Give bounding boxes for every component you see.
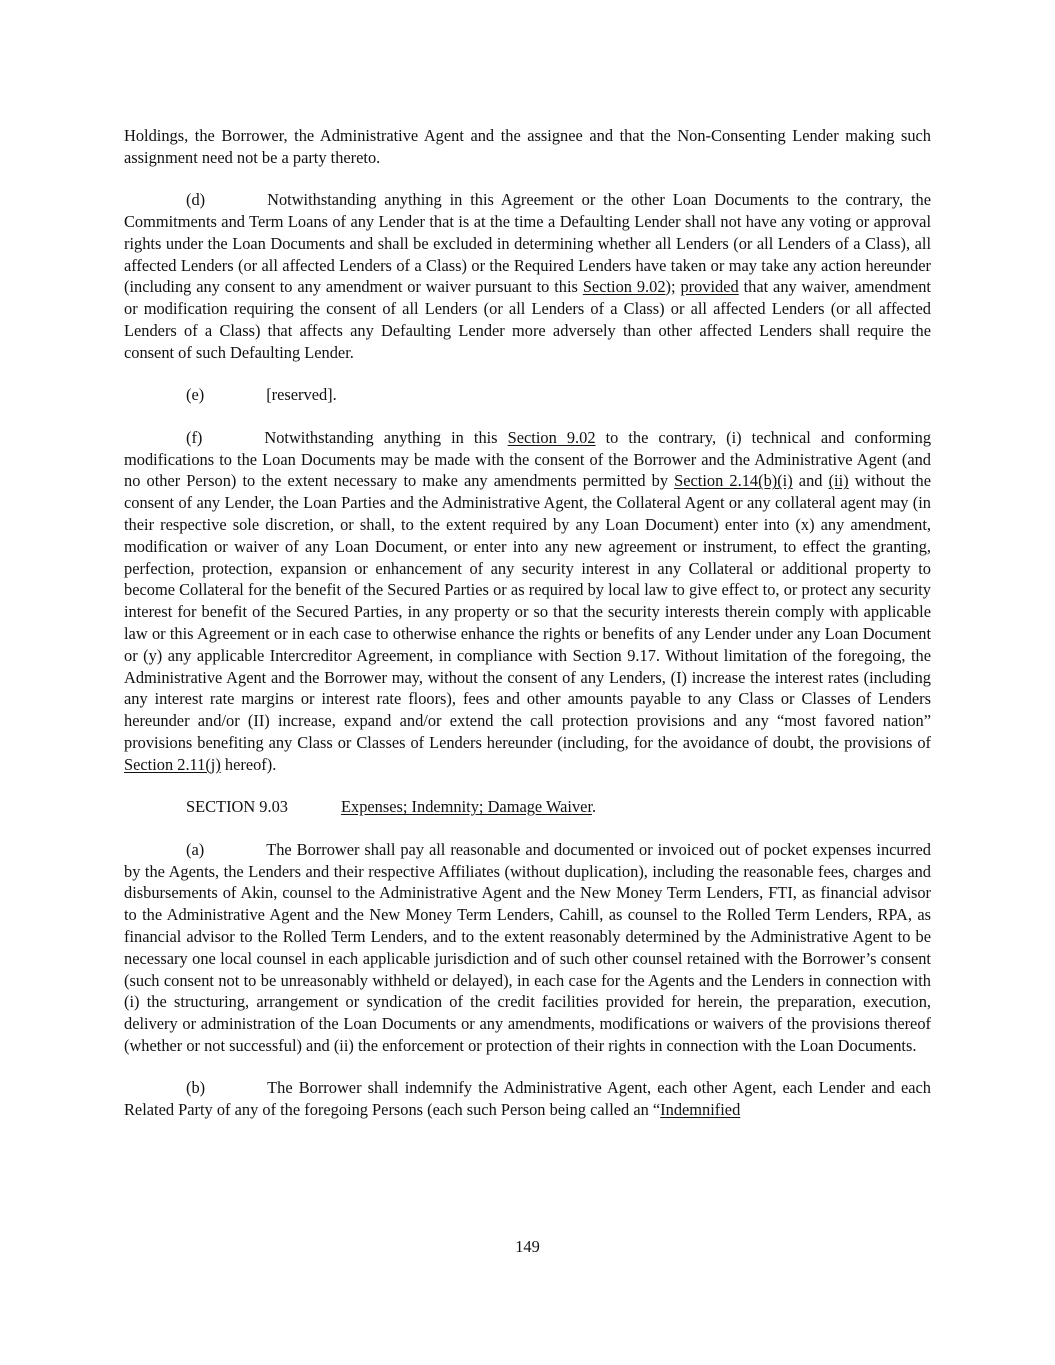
provided-term: provided xyxy=(680,277,739,297)
section-reference: Section 9.02 xyxy=(582,277,666,297)
paragraph-label: (b) xyxy=(186,1078,206,1098)
paragraph-text: that any waiver, amendment or modification requiring the consent of all Lenders (or all Lenders of a Class) or all affected Lenders (or all affected Lenders of a Class) that affects any Defaulting Lender more adversely than other affected Lenders shall require the consent of such Defaulting Lender. xyxy=(124,277,931,362)
defined-term: Indemnified xyxy=(660,1100,741,1120)
paragraph-label: (e) xyxy=(186,385,205,405)
paragraph-text: Notwithstanding anything in this Agreement or the other Loan Documents to the contrary, the Commitments and Term Loans of any Lender that is at the time a Defaulting Lender shall not have any voting or approval rights under the Loan Documents and shall be excluded in determining whether all Lenders (or all Lenders of a Class), all affected Lenders (or all affected Lenders of a Class) or the Required Lenders have taken or may take any action hereunder (including any consent to any amendment or waiver pursuant to this xyxy=(124,190,931,297)
paragraph-text: The Borrower shall pay all reasonable and documented or invoiced out of pocket expenses incurred by the Agents, the Lenders and their respective Affiliates (without duplication), including the reasonable fees, charges and disbursements of Akin, counsel to the Administrative Agent and the New Money Term Lenders, FTI, as financial advisor to the Administrative Agent and the New Money Term Lenders, Cahill, as counsel to the Rolled Term Lenders, RPA, as financial advisor to the Rolled Term Lenders, and to the extent reasonably determined by the Administrative Agent to be necessary one local counsel in each applicable jurisdiction and of such other counsel retained with the Borrower’s consent (such consent not to be unreasonably withheld or delayed), in each case for the Agents and the Lenders in connection with (i) the structuring, arrangement or syndication of the credit facilities provided for herein, the preparation, execution, delivery or administration of the Loan Documents or any amendments, modifications or waivers of the provisions thereof (whether or not successful) and (ii) the enforcement or protection of their rights in connection with the Loan Documents. xyxy=(124,839,931,1055)
paragraph-label: (d) xyxy=(186,190,206,210)
section-reference: (ii) xyxy=(828,471,849,491)
paragraph-text: hereof). xyxy=(220,754,277,774)
paragraph-a xyxy=(124,839,931,1057)
paragraph-e xyxy=(124,384,931,406)
paragraph-text: The Borrower shall indemnify the Administrative Agent, each other Agent, each Lender and each Related Party of any of the foregoing Persons (each such Person being called an “ xyxy=(124,1078,931,1120)
paragraph-text: [reserved]. xyxy=(266,385,337,405)
section-reference: Section 2.14(b)(i) xyxy=(674,471,793,491)
paragraph-label: (a) xyxy=(186,839,205,859)
section-reference: Section 2.11(j) xyxy=(124,754,221,774)
paragraph-text: and xyxy=(792,471,829,491)
document-page xyxy=(124,125,931,1121)
paragraph-d xyxy=(124,189,931,363)
paragraph-text: Holdings, the Borrower, the Administrative Agent and the assignee and that the Non-Consenting Lender making such assignment need not be a party thereto. xyxy=(124,126,931,167)
section-title-end: . xyxy=(592,797,597,817)
paragraph-text: Notwithstanding anything in this xyxy=(264,427,508,447)
paragraph-b xyxy=(124,1077,931,1121)
paragraph-continuation xyxy=(124,125,931,169)
section-heading xyxy=(124,796,931,818)
paragraph-text: ); xyxy=(665,277,681,297)
page-number: 149 xyxy=(515,1237,540,1256)
section-reference: Section 9.02 xyxy=(507,427,596,447)
section-number: SECTION 9.03 xyxy=(186,797,288,817)
paragraph-f xyxy=(124,427,931,776)
section-title: Expenses; Indemnity; Damage Waiver xyxy=(341,797,592,817)
paragraph-text: without the consent of any Lender, the Loan Parties and the Administrative Agent, the Collateral Agent or any collateral agent may (in their respective sole discretion, or shall, to the extent required by any Loan Document) enter into (x) any amendment, modification or waiver of any Loan Document, or enter into any new agreement or instrument, to effect the granting, perfection, protection, expansion or enhancement of any security interest in any Collateral or additional property to become Collateral for the benefit of the Secured Parties or as required by local law to give effect to, or protect any security interest for benefit of the Secured Parties, in any property or so that the security interests therein comply with applicable law or this Agreement or in each case to otherwise enhance the rights or benefits of any Lender under any Loan Document or (y) any applicable Intercreditor Agreement, in compliance with Section 9.17. Without limitation of the foregoing, the Administrative Agent and the Borrower may, without the consent of any Lenders, (I) increase the interest rates (including any interest rate margins or interest rate floors), fees and other amounts payable to any Class or Classes of Lenders hereunder and/or (II) increase, expand and/or extend the call protection provisions and any “most favored nation” provisions benefiting any Class or Classes of Lenders hereunder (including, for the avoidance of doubt, the provisions of xyxy=(124,471,931,752)
paragraph-label: (f) xyxy=(186,427,203,447)
paragraph-text: to the contrary, (i) technical and conforming modifications to the Loan Documents may be made with the consent of the Borrower and the Administrative Agent (and no other Person) to the extent necessary to make any amendments permitted by xyxy=(124,427,932,491)
